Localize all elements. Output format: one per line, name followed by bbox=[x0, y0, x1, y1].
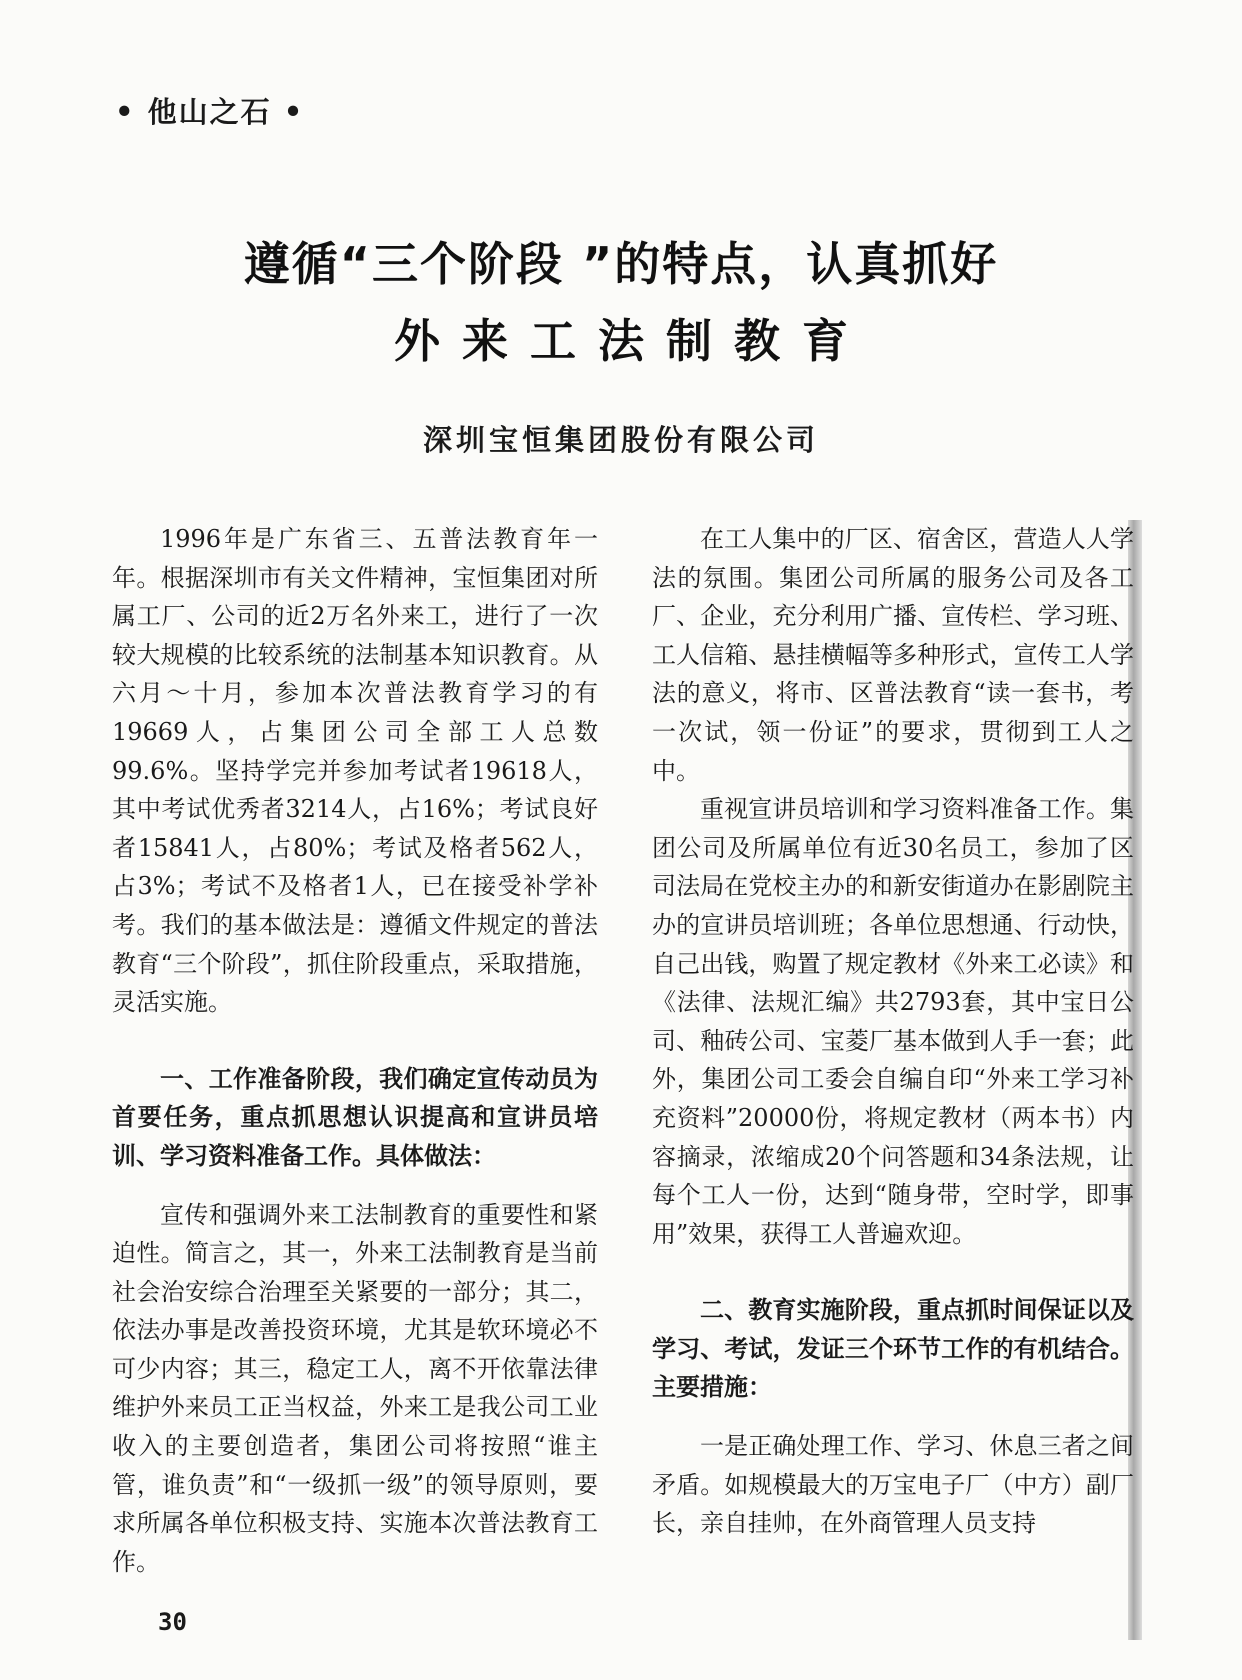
body-paragraph-4: 一是正确处理工作、学习、休息三者之间矛盾。如规模最大的万宝电子厂（中方）副厂长，亲自挂帅，在外商管理人员支持 bbox=[652, 1432, 1134, 1538]
body-paragraph-1: 宣传和强调外来工法制教育的重要性和紧迫性。简言之，其一，外来工法制教育是当前社会治安综合治理至关紧要的一部分；其二，依法办事是改善投资环境，尤其是软环境必不可少内容；其三，稳定工人，离不开依靠法律维护外来员工正当权益，外来工是我公司工业收入的主要创造者，集团公司将按照“谁主管，谁负责”和“一级抓一级”的领导原则，要求所属各单位积极支持、实施本次普法教育工作。 bbox=[112, 1200, 598, 1576]
right-column bbox=[652, 520, 1134, 1543]
page-number: 30 bbox=[158, 1608, 187, 1636]
left-column bbox=[112, 520, 598, 1581]
article-title-line-2: 外来工法制教育 bbox=[394, 314, 870, 368]
column-tag: • 他山之石 • bbox=[115, 95, 305, 129]
section-heading-1: 一、工作准备阶段，我们确定宣传动员为首要任务，重点抓思想认识提高和宣讲员培训、学习资料准备工作。具体做法： bbox=[112, 1064, 598, 1170]
intro-paragraph: 1996年是广东省三、五普法教育年一年。根据深圳市有关文件精神，宝恒集团对所属工厂、公司的近2万名外来工，进行了一次较大规模的比较系统的法制基本知识教育。从六月～十月，参加本次普法教育学习的有19669人，占集团公司全部工人总数99.6%。坚持学完并参加考试者19618人，其中考试优秀者3214人，占16%；考试良好者15841人，占80%；考试及格者562人，占3%；考试不及格者1人，已在接受补学补考。我们的基本做法是：遵循文件规定的普法教育“三个阶段”，抓住阶段重点，采取措施，灵活实施。 bbox=[112, 525, 598, 1017]
article-title-line-1: 遵循“三个阶段 ”的特点，认真抓好 bbox=[243, 237, 999, 291]
body-paragraph-3: 重视宣讲员培训和学习资料准备工作。集团公司及所属单位有近30名员工，参加了区司法局在党校主办的和新安街道办在影剧院主办的宣讲员培训班；各单位思想通、行动快，自己出钱，购置了规定教材《外来工必读》和《法律、法规汇编》共2793套，其中宝日公司、釉砖公司、宝菱厂基本做到人手一套；此外，集团公司工委会自编自印“外来工学习补充资料”20000份，将规定教材（两本书）内容摘录，浓缩成20个问答题和34条法规，让每个工人一份，达到“随身带，空时学，即事用”效果，获得工人普遍欢迎。 bbox=[652, 795, 1134, 1248]
body-paragraph-2: 在工人集中的厂区、宿舍区，营造人人学法的氛围。集团公司所属的服务公司及各工厂、企业，充分利用广播、宣传栏、学习班、工人信箱、悬挂横幅等多种形式，宣传工人学法的意义，将市、区普法教育“读一套书，考一次试，领一份证”的要求，贯彻到工人之中。 bbox=[652, 525, 1134, 785]
article-author: 深圳宝恒集团股份有限公司 bbox=[422, 423, 819, 457]
section-heading-2: 二、教育实施阶段，重点抓时间保证以及学习、考试，发证三个环节工作的有机结合。主要措施： bbox=[652, 1296, 1134, 1402]
